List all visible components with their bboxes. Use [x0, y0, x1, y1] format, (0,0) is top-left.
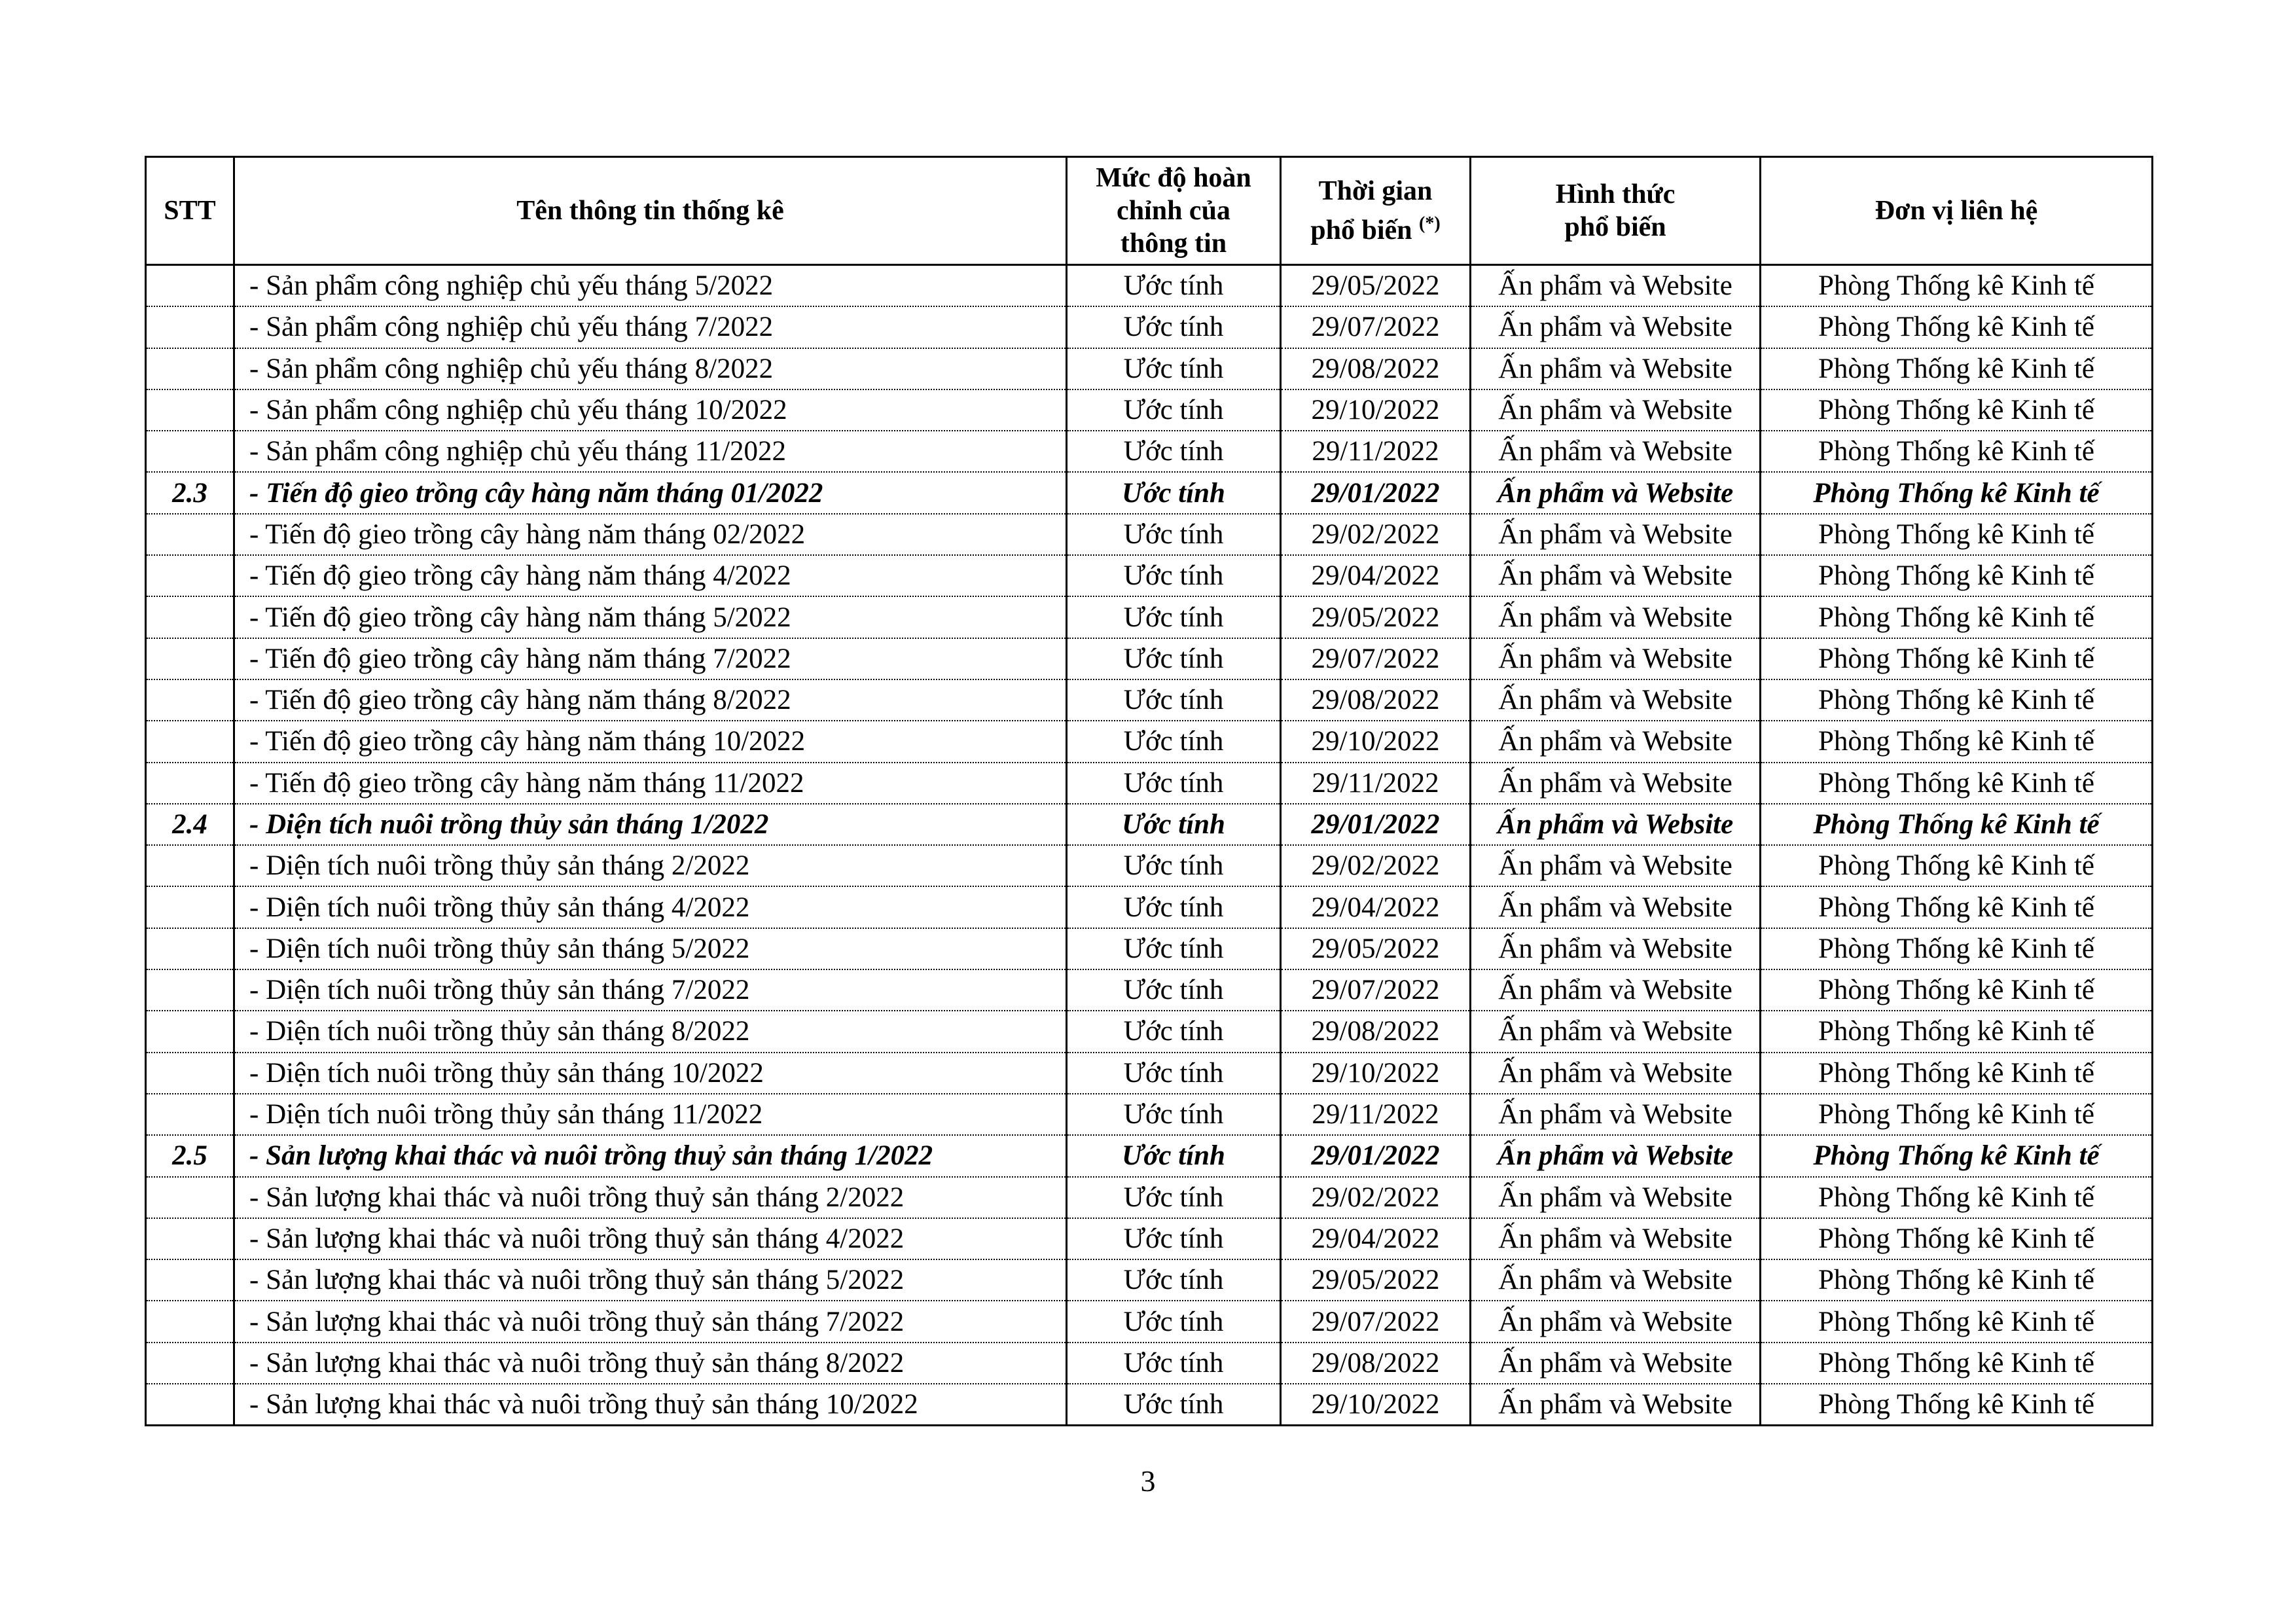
- header-name: Tên thông tin thống kê: [234, 157, 1067, 265]
- cell-time: 29/11/2022: [1281, 763, 1471, 804]
- cell-unit: Phòng Thống kê Kinh tế: [1761, 679, 2153, 721]
- table-row: [146, 1218, 2153, 1259]
- cell-unit: Phòng Thống kê Kinh tế: [1761, 1384, 2153, 1426]
- cell-time: 29/10/2022: [1281, 389, 1471, 431]
- cell-time: 29/07/2022: [1281, 969, 1471, 1011]
- cell-time: 29/04/2022: [1281, 555, 1471, 596]
- cell-level: Ước tính: [1067, 1343, 1281, 1384]
- cell-unit: Phòng Thống kê Kinh tế: [1761, 389, 2153, 431]
- cell-unit: Phòng Thống kê Kinh tế: [1761, 1053, 2153, 1094]
- table-row: [146, 1384, 2153, 1426]
- cell-level: Ước tính: [1067, 638, 1281, 679]
- cell-level: Ước tính: [1067, 763, 1281, 804]
- cell-stt: [146, 1343, 234, 1384]
- cell-form: Ấn phẩm và Website: [1471, 1135, 1761, 1176]
- cell-unit: Phòng Thống kê Kinh tế: [1761, 514, 2153, 555]
- cell-level: Ước tính: [1067, 845, 1281, 886]
- header-level: [1067, 157, 1281, 265]
- cell-time: 29/02/2022: [1281, 514, 1471, 555]
- cell-name: - Diện tích nuôi trồng thủy sản tháng 7/2022: [234, 969, 1067, 1011]
- cell-level: Ước tính: [1067, 679, 1281, 721]
- cell-name: - Sản lượng khai thác và nuôi trồng thuỷ sản tháng 1/2022: [234, 1135, 1067, 1176]
- table-row: [146, 763, 2153, 804]
- table-row: [146, 638, 2153, 679]
- cell-time: 29/10/2022: [1281, 1053, 1471, 1094]
- cell-name: - Sản lượng khai thác và nuôi trồng thuỷ sản tháng 10/2022: [234, 1384, 1067, 1426]
- cell-stt: [146, 1011, 234, 1052]
- header-form-line-2: phổ biến: [1564, 212, 1666, 242]
- cell-stt: [146, 555, 234, 596]
- cell-level: Ước tính: [1067, 1135, 1281, 1176]
- cell-stt: [146, 1259, 234, 1301]
- cell-level: Ước tính: [1067, 969, 1281, 1011]
- cell-level: Ước tính: [1067, 804, 1281, 845]
- table-row: [146, 1301, 2153, 1342]
- header-form: [1471, 157, 1761, 265]
- cell-time: 29/07/2022: [1281, 306, 1471, 348]
- cell-unit: Phòng Thống kê Kinh tế: [1761, 1135, 2153, 1176]
- table-row: [146, 886, 2153, 928]
- cell-unit: Phòng Thống kê Kinh tế: [1761, 1218, 2153, 1259]
- cell-unit: Phòng Thống kê Kinh tế: [1761, 472, 2153, 513]
- statistics-table: [145, 156, 2153, 1426]
- table-row: [146, 306, 2153, 348]
- cell-unit: Phòng Thống kê Kinh tế: [1761, 638, 2153, 679]
- cell-form: Ấn phẩm và Website: [1471, 1343, 1761, 1384]
- cell-unit: Phòng Thống kê Kinh tế: [1761, 845, 2153, 886]
- cell-time: 29/08/2022: [1281, 679, 1471, 721]
- table-row: [146, 969, 2153, 1011]
- cell-unit: Phòng Thống kê Kinh tế: [1761, 969, 2153, 1011]
- table-row: [146, 555, 2153, 596]
- header-time-line-2: phổ biến: [1310, 215, 1412, 245]
- table-row: [146, 1011, 2153, 1052]
- cell-form: Ấn phẩm và Website: [1471, 638, 1761, 679]
- cell-level: Ước tính: [1067, 596, 1281, 638]
- cell-name: - Sản phẩm công nghiệp chủ yếu tháng 8/2022: [234, 348, 1067, 389]
- cell-stt: 2.5: [146, 1135, 234, 1176]
- cell-time: 29/08/2022: [1281, 348, 1471, 389]
- cell-name: - Sản lượng khai thác và nuôi trồng thuỷ sản tháng 4/2022: [234, 1218, 1067, 1259]
- cell-unit: Phòng Thống kê Kinh tế: [1761, 1011, 2153, 1052]
- cell-time: 29/01/2022: [1281, 1135, 1471, 1176]
- cell-name: - Tiến độ gieo trồng cây hàng năm tháng 10/2022: [234, 721, 1067, 762]
- cell-stt: [146, 1218, 234, 1259]
- cell-stt: [146, 1384, 234, 1426]
- cell-name: - Tiến độ gieo trồng cây hàng năm tháng 11/2022: [234, 763, 1067, 804]
- cell-time: 29/08/2022: [1281, 1011, 1471, 1052]
- table-group-row: [146, 472, 2153, 513]
- cell-name: - Diện tích nuôi trồng thủy sản tháng 10/2022: [234, 1053, 1067, 1094]
- cell-stt: [146, 1177, 234, 1218]
- cell-name: - Sản lượng khai thác và nuôi trồng thuỷ sản tháng 7/2022: [234, 1301, 1067, 1342]
- cell-unit: Phòng Thống kê Kinh tế: [1761, 886, 2153, 928]
- cell-unit: Phòng Thống kê Kinh tế: [1761, 1094, 2153, 1135]
- table-row: [146, 348, 2153, 389]
- cell-name: - Sản phẩm công nghiệp chủ yếu tháng 11/2022: [234, 431, 1067, 472]
- cell-stt: [146, 348, 234, 389]
- cell-time: 29/01/2022: [1281, 472, 1471, 513]
- cell-unit: Phòng Thống kê Kinh tế: [1761, 804, 2153, 845]
- cell-time: 29/04/2022: [1281, 1218, 1471, 1259]
- cell-time: 29/05/2022: [1281, 928, 1471, 969]
- cell-unit: Phòng Thống kê Kinh tế: [1761, 596, 2153, 638]
- cell-stt: [146, 928, 234, 969]
- cell-name: - Tiến độ gieo trồng cây hàng năm tháng 02/2022: [234, 514, 1067, 555]
- cell-stt: [146, 431, 234, 472]
- cell-time: 29/02/2022: [1281, 1177, 1471, 1218]
- cell-name: - Diện tích nuôi trồng thủy sản tháng 1/2022: [234, 804, 1067, 845]
- cell-stt: [146, 638, 234, 679]
- cell-name: - Sản lượng khai thác và nuôi trồng thuỷ sản tháng 2/2022: [234, 1177, 1067, 1218]
- cell-name: - Diện tích nuôi trồng thủy sản tháng 5/2022: [234, 928, 1067, 969]
- cell-name: - Tiến độ gieo trồng cây hàng năm tháng 8/2022: [234, 679, 1067, 721]
- table-row: [146, 721, 2153, 762]
- cell-time: 29/05/2022: [1281, 596, 1471, 638]
- cell-level: Ước tính: [1067, 1053, 1281, 1094]
- table-group-row: [146, 804, 2153, 845]
- cell-name: - Tiến độ gieo trồng cây hàng năm tháng 01/2022: [234, 472, 1067, 513]
- cell-unit: Phòng Thống kê Kinh tế: [1761, 431, 2153, 472]
- cell-unit: Phòng Thống kê Kinh tế: [1761, 928, 2153, 969]
- cell-level: Ước tính: [1067, 1259, 1281, 1301]
- cell-name: - Diện tích nuôi trồng thủy sản tháng 8/2022: [234, 1011, 1067, 1052]
- cell-form: Ấn phẩm và Website: [1471, 928, 1761, 969]
- cell-unit: Phòng Thống kê Kinh tế: [1761, 348, 2153, 389]
- cell-time: 29/11/2022: [1281, 431, 1471, 472]
- cell-unit: Phòng Thống kê Kinh tế: [1761, 265, 2153, 307]
- table-row: [146, 1053, 2153, 1094]
- cell-level: Ước tính: [1067, 1384, 1281, 1426]
- table-row: [146, 389, 2153, 431]
- cell-form: Ấn phẩm và Website: [1471, 431, 1761, 472]
- cell-unit: Phòng Thống kê Kinh tế: [1761, 763, 2153, 804]
- cell-level: Ước tính: [1067, 514, 1281, 555]
- table-header-row: [146, 157, 2153, 265]
- cell-level: Ước tính: [1067, 886, 1281, 928]
- cell-unit: Phòng Thống kê Kinh tế: [1761, 306, 2153, 348]
- cell-stt: [146, 1094, 234, 1135]
- cell-form: Ấn phẩm và Website: [1471, 721, 1761, 762]
- cell-stt: [146, 596, 234, 638]
- cell-stt: [146, 679, 234, 721]
- cell-form: Ấn phẩm và Website: [1471, 679, 1761, 721]
- header-level-line-2: chỉnh của: [1117, 196, 1230, 226]
- cell-stt: [146, 1301, 234, 1342]
- cell-stt: [146, 514, 234, 555]
- table-row: [146, 1259, 2153, 1301]
- cell-form: Ấn phẩm và Website: [1471, 514, 1761, 555]
- cell-name: - Diện tích nuôi trồng thủy sản tháng 11/2022: [234, 1094, 1067, 1135]
- cell-form: Ấn phẩm và Website: [1471, 555, 1761, 596]
- cell-form: Ấn phẩm và Website: [1471, 348, 1761, 389]
- header-unit: Đơn vị liên hệ: [1761, 157, 2153, 265]
- table-row: [146, 1343, 2153, 1384]
- header-level-line-1: Mức độ hoàn: [1096, 163, 1251, 193]
- page-number: 3: [1140, 1464, 1156, 1498]
- cell-form: Ấn phẩm và Website: [1471, 886, 1761, 928]
- cell-stt: [146, 389, 234, 431]
- cell-form: Ấn phẩm và Website: [1471, 969, 1761, 1011]
- cell-unit: Phòng Thống kê Kinh tế: [1761, 1177, 2153, 1218]
- cell-time: 29/10/2022: [1281, 1384, 1471, 1426]
- cell-level: Ước tính: [1067, 1218, 1281, 1259]
- cell-form: Ấn phẩm và Website: [1471, 472, 1761, 513]
- cell-name: - Sản phẩm công nghiệp chủ yếu tháng 5/2022: [234, 265, 1067, 307]
- table-row: [146, 596, 2153, 638]
- cell-time: 29/10/2022: [1281, 721, 1471, 762]
- cell-form: Ấn phẩm và Website: [1471, 763, 1761, 804]
- cell-stt: [146, 1053, 234, 1094]
- cell-name: - Sản phẩm công nghiệp chủ yếu tháng 7/2022: [234, 306, 1067, 348]
- header-form-line-1: Hình thức: [1555, 179, 1676, 209]
- cell-time: 29/04/2022: [1281, 886, 1471, 928]
- cell-level: Ước tính: [1067, 1301, 1281, 1342]
- cell-time: 29/02/2022: [1281, 845, 1471, 886]
- cell-time: 29/07/2022: [1281, 638, 1471, 679]
- cell-unit: Phòng Thống kê Kinh tế: [1761, 1301, 2153, 1342]
- cell-level: Ước tính: [1067, 928, 1281, 969]
- table-row: [146, 514, 2153, 555]
- cell-level: Ước tính: [1067, 348, 1281, 389]
- cell-form: Ấn phẩm và Website: [1471, 596, 1761, 638]
- cell-form: Ấn phẩm và Website: [1471, 1094, 1761, 1135]
- cell-form: Ấn phẩm và Website: [1471, 389, 1761, 431]
- table-row: [146, 928, 2153, 969]
- table-row: [146, 431, 2153, 472]
- cell-level: Ước tính: [1067, 1177, 1281, 1218]
- cell-form: Ấn phẩm và Website: [1471, 1011, 1761, 1052]
- cell-level: Ước tính: [1067, 1094, 1281, 1135]
- cell-form: Ấn phẩm và Website: [1471, 306, 1761, 348]
- cell-time: 29/05/2022: [1281, 1259, 1471, 1301]
- cell-level: Ước tính: [1067, 472, 1281, 513]
- cell-stt: [146, 721, 234, 762]
- cell-name: - Sản lượng khai thác và nuôi trồng thuỷ sản tháng 8/2022: [234, 1343, 1067, 1384]
- cell-stt: 2.4: [146, 804, 234, 845]
- cell-time: 29/01/2022: [1281, 804, 1471, 845]
- cell-stt: [146, 763, 234, 804]
- header-time: [1281, 157, 1471, 265]
- table-row: [146, 1094, 2153, 1135]
- cell-level: Ước tính: [1067, 555, 1281, 596]
- cell-level: Ước tính: [1067, 721, 1281, 762]
- cell-time: 29/11/2022: [1281, 1094, 1471, 1135]
- header-time-line-1: Thời gian: [1318, 176, 1433, 206]
- cell-name: - Diện tích nuôi trồng thủy sản tháng 4/2022: [234, 886, 1067, 928]
- cell-name: - Tiến độ gieo trồng cây hàng năm tháng 4/2022: [234, 555, 1067, 596]
- cell-level: Ước tính: [1067, 431, 1281, 472]
- cell-time: 29/07/2022: [1281, 1301, 1471, 1342]
- cell-name: - Tiến độ gieo trồng cây hàng năm tháng 5/2022: [234, 596, 1067, 638]
- cell-form: Ấn phẩm và Website: [1471, 1053, 1761, 1094]
- cell-stt: [146, 845, 234, 886]
- cell-unit: Phòng Thống kê Kinh tế: [1761, 1259, 2153, 1301]
- table-row: [146, 265, 2153, 307]
- cell-form: Ấn phẩm và Website: [1471, 804, 1761, 845]
- cell-name: - Sản phẩm công nghiệp chủ yếu tháng 10/2022: [234, 389, 1067, 431]
- cell-unit: Phòng Thống kê Kinh tế: [1761, 555, 2153, 596]
- cell-level: Ước tính: [1067, 306, 1281, 348]
- cell-form: Ấn phẩm và Website: [1471, 1384, 1761, 1426]
- cell-stt: [146, 306, 234, 348]
- table-group-row: [146, 1135, 2153, 1176]
- header-stt: STT: [146, 157, 234, 265]
- cell-unit: Phòng Thống kê Kinh tế: [1761, 1343, 2153, 1384]
- cell-level: Ước tính: [1067, 265, 1281, 307]
- cell-level: Ước tính: [1067, 389, 1281, 431]
- header-time-footnote: (*): [1419, 213, 1441, 234]
- cell-name: - Diện tích nuôi trồng thủy sản tháng 2/2022: [234, 845, 1067, 886]
- cell-name: - Sản lượng khai thác và nuôi trồng thuỷ sản tháng 5/2022: [234, 1259, 1067, 1301]
- table-row: [146, 845, 2153, 886]
- cell-stt: [146, 886, 234, 928]
- table-body: [146, 265, 2153, 1426]
- table-row: [146, 1177, 2153, 1218]
- cell-name: - Tiến độ gieo trồng cây hàng năm tháng 7/2022: [234, 638, 1067, 679]
- cell-time: 29/05/2022: [1281, 265, 1471, 307]
- cell-form: Ấn phẩm và Website: [1471, 1218, 1761, 1259]
- cell-form: Ấn phẩm và Website: [1471, 1177, 1761, 1218]
- cell-form: Ấn phẩm và Website: [1471, 265, 1761, 307]
- cell-stt: [146, 969, 234, 1011]
- cell-form: Ấn phẩm và Website: [1471, 1259, 1761, 1301]
- cell-level: Ước tính: [1067, 1011, 1281, 1052]
- table-row: [146, 679, 2153, 721]
- cell-time: 29/08/2022: [1281, 1343, 1471, 1384]
- cell-unit: Phòng Thống kê Kinh tế: [1761, 721, 2153, 762]
- header-level-line-3: thông tin: [1120, 228, 1227, 259]
- cell-form: Ấn phẩm và Website: [1471, 845, 1761, 886]
- cell-stt: [146, 265, 234, 307]
- cell-stt: 2.3: [146, 472, 234, 513]
- cell-form: Ấn phẩm và Website: [1471, 1301, 1761, 1342]
